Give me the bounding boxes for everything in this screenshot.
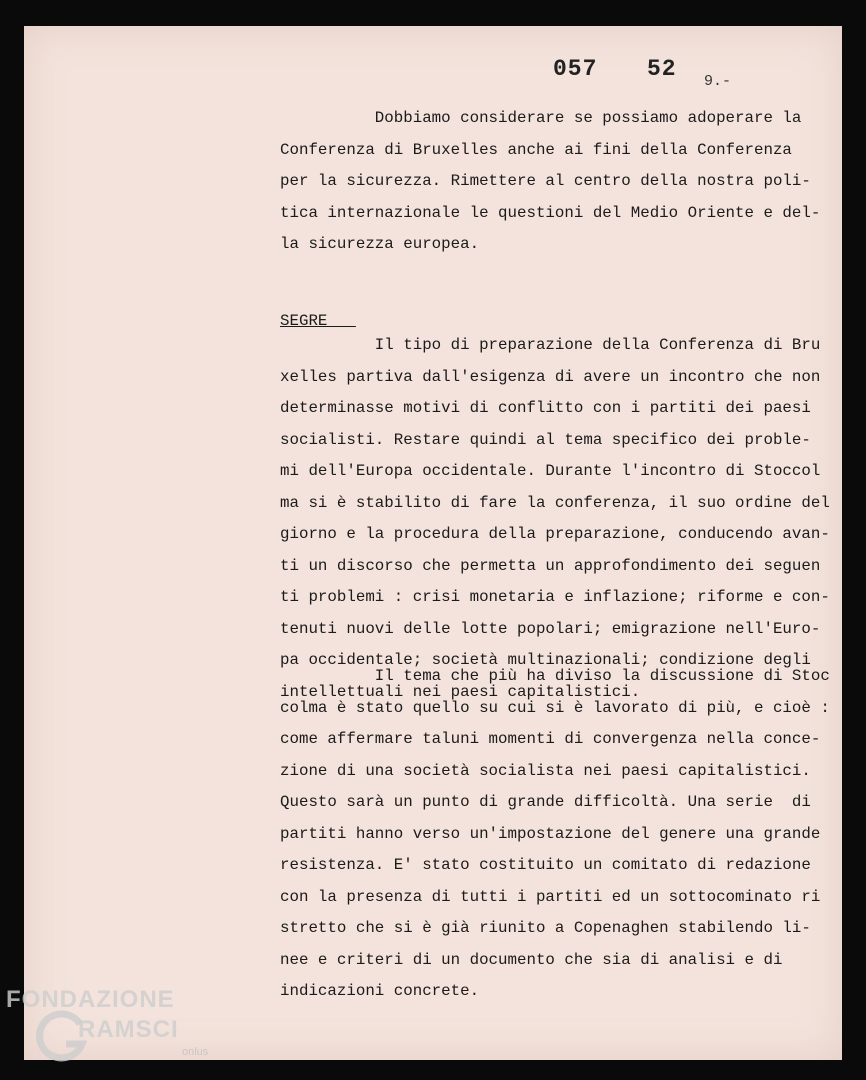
logo-line-2: RAMSCI: [78, 1016, 179, 1043]
fondazione-gramsci-logo: [6, 986, 221, 1076]
archive-number-2: 52: [647, 56, 677, 82]
page-number: 9.-: [704, 73, 732, 90]
logo-line-1: FONDAZIONE: [6, 986, 175, 1013]
logo-line-3: onlus: [182, 1046, 209, 1058]
archive-number-1: 057: [553, 56, 598, 82]
speaker-name: SEGRE: [280, 312, 356, 330]
paragraph-3: Il tema che più ha diviso la discussione di Stoc colma è stato quello su cui si è lavorato di più, e cioè : come affermare taluni momenti di convergenza nella conce- zione di una società socialista nei paesi capitalistici. Questo sarà un punto di grande difficoltà. Una serie di partiti hanno verso un'impostazione del genere una grande resistenza. E' stato costituito un comitato di redazione con la presenza di tutti i partiti ed un sottocominato ri stretto che si è già riunito a Copenaghen stabilendo li- nee e criteri di un documento che sia di analisi e di indicazioni concrete.: [280, 667, 830, 1000]
paragraph-2: Il tipo di preparazione della Conferenza di Bru xelles partiva dall'esigenza di avere un incontro che non determinasse motivi di conflitto con i partiti dei paesi socialisti. Restare quindi al tema specifico dei proble- mi dell'Europa occidentale. Durante l'incontro di Stoccol ma si è stabilito di fare la conferenza, il suo ordine del giorno e la procedura della preparazione, conducendo avan- ti un discorso che permetta un approfondimento dei seguen ti problemi : crisi monetaria e inflazione; riforme e con- tenuti nuovi delle lotte popolari; emigrazione nell'Euro- pa occidentale; società multinazionali; condizione degli intellettuali nei paesi capitalistici.: [280, 336, 830, 701]
paragraph-1: Dobbiamo considerare se possiamo adoperare la Conferenza di Bruxelles anche ai fini della Conferenza per la sicurezza. Rimettere al centro della nostra poli- tica internazionale le questioni del Medio Oriente e del- la sicurezza europea.: [280, 109, 821, 253]
